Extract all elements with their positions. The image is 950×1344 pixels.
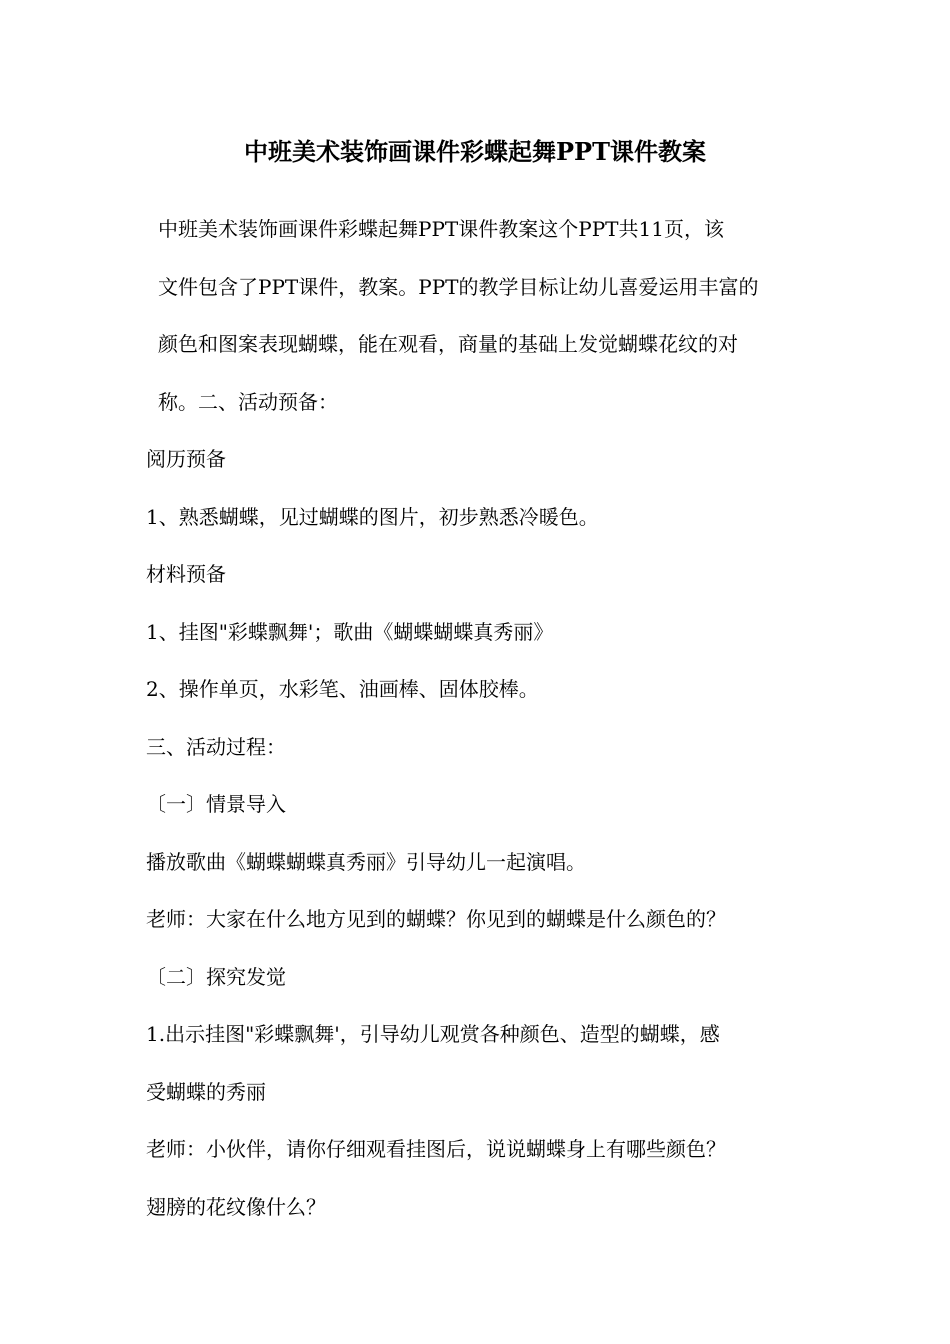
section-heading-process: 三、活动过程： [146,734,286,759]
paragraph: 播放歌曲《蝴蝶蝴蝶真秀丽》引导幼儿一起演唱。 [146,849,586,874]
list-item: 1、熟悉蝴蝶，见过蝴蝶的图片，初步熟悉冷暖色。 [146,504,599,529]
document-body [146,201,808,1236]
intro-line: 文件包含了PPT课件，教案。PPT的教学目标让幼儿喜爱运用丰富的 [158,274,759,299]
paragraph: 受蝴蝶的秀丽 [146,1079,266,1104]
paragraph: 老师：大家在什么地方见到的蝴蝶？你见到的蝴蝶是什么颜色的？ [146,907,726,931]
paragraph: 老师：小伙伴，请你仔细观看挂图后，说说蝴蝶身上有哪些颜色？ [146,1137,726,1161]
intro-line: 称。二、活动预备： [158,389,338,414]
paragraph: 1.出示挂图"彩蝶飘舞'，引导幼儿观赏各种颜色、造型的蝴蝶，感 [146,1022,720,1046]
section-heading-experience: 阅历预备 [146,447,226,471]
intro-line: 颜色和图案表现蝴蝶，能在观看，商量的基础上发觉蝴蝶花纹的对 [158,332,738,356]
document-title: 中班美术装饰画课件彩蝶起舞PPT课件教案 [244,137,706,166]
section-heading-materials: 材料预备 [146,562,226,586]
intro-line: 中班美术装饰画课件彩蝶起舞PPT课件教案这个PPT共11页，该 [158,217,724,241]
intro-paragraph [146,201,808,431]
subsection-heading-intro: 〔一〕情景导入 [146,792,286,816]
subsection-heading-explore: 〔二〕探究发觉 [146,964,286,989]
paragraph: 翅膀的花纹像什么？ [146,1194,326,1219]
list-item: 1、挂图"彩蝶飘舞'；歌曲《蝴蝶蝴蝶真秀丽》 [146,619,554,644]
list-item: 2、操作单页，水彩笔、油画棒、固体胶棒。 [146,677,539,701]
